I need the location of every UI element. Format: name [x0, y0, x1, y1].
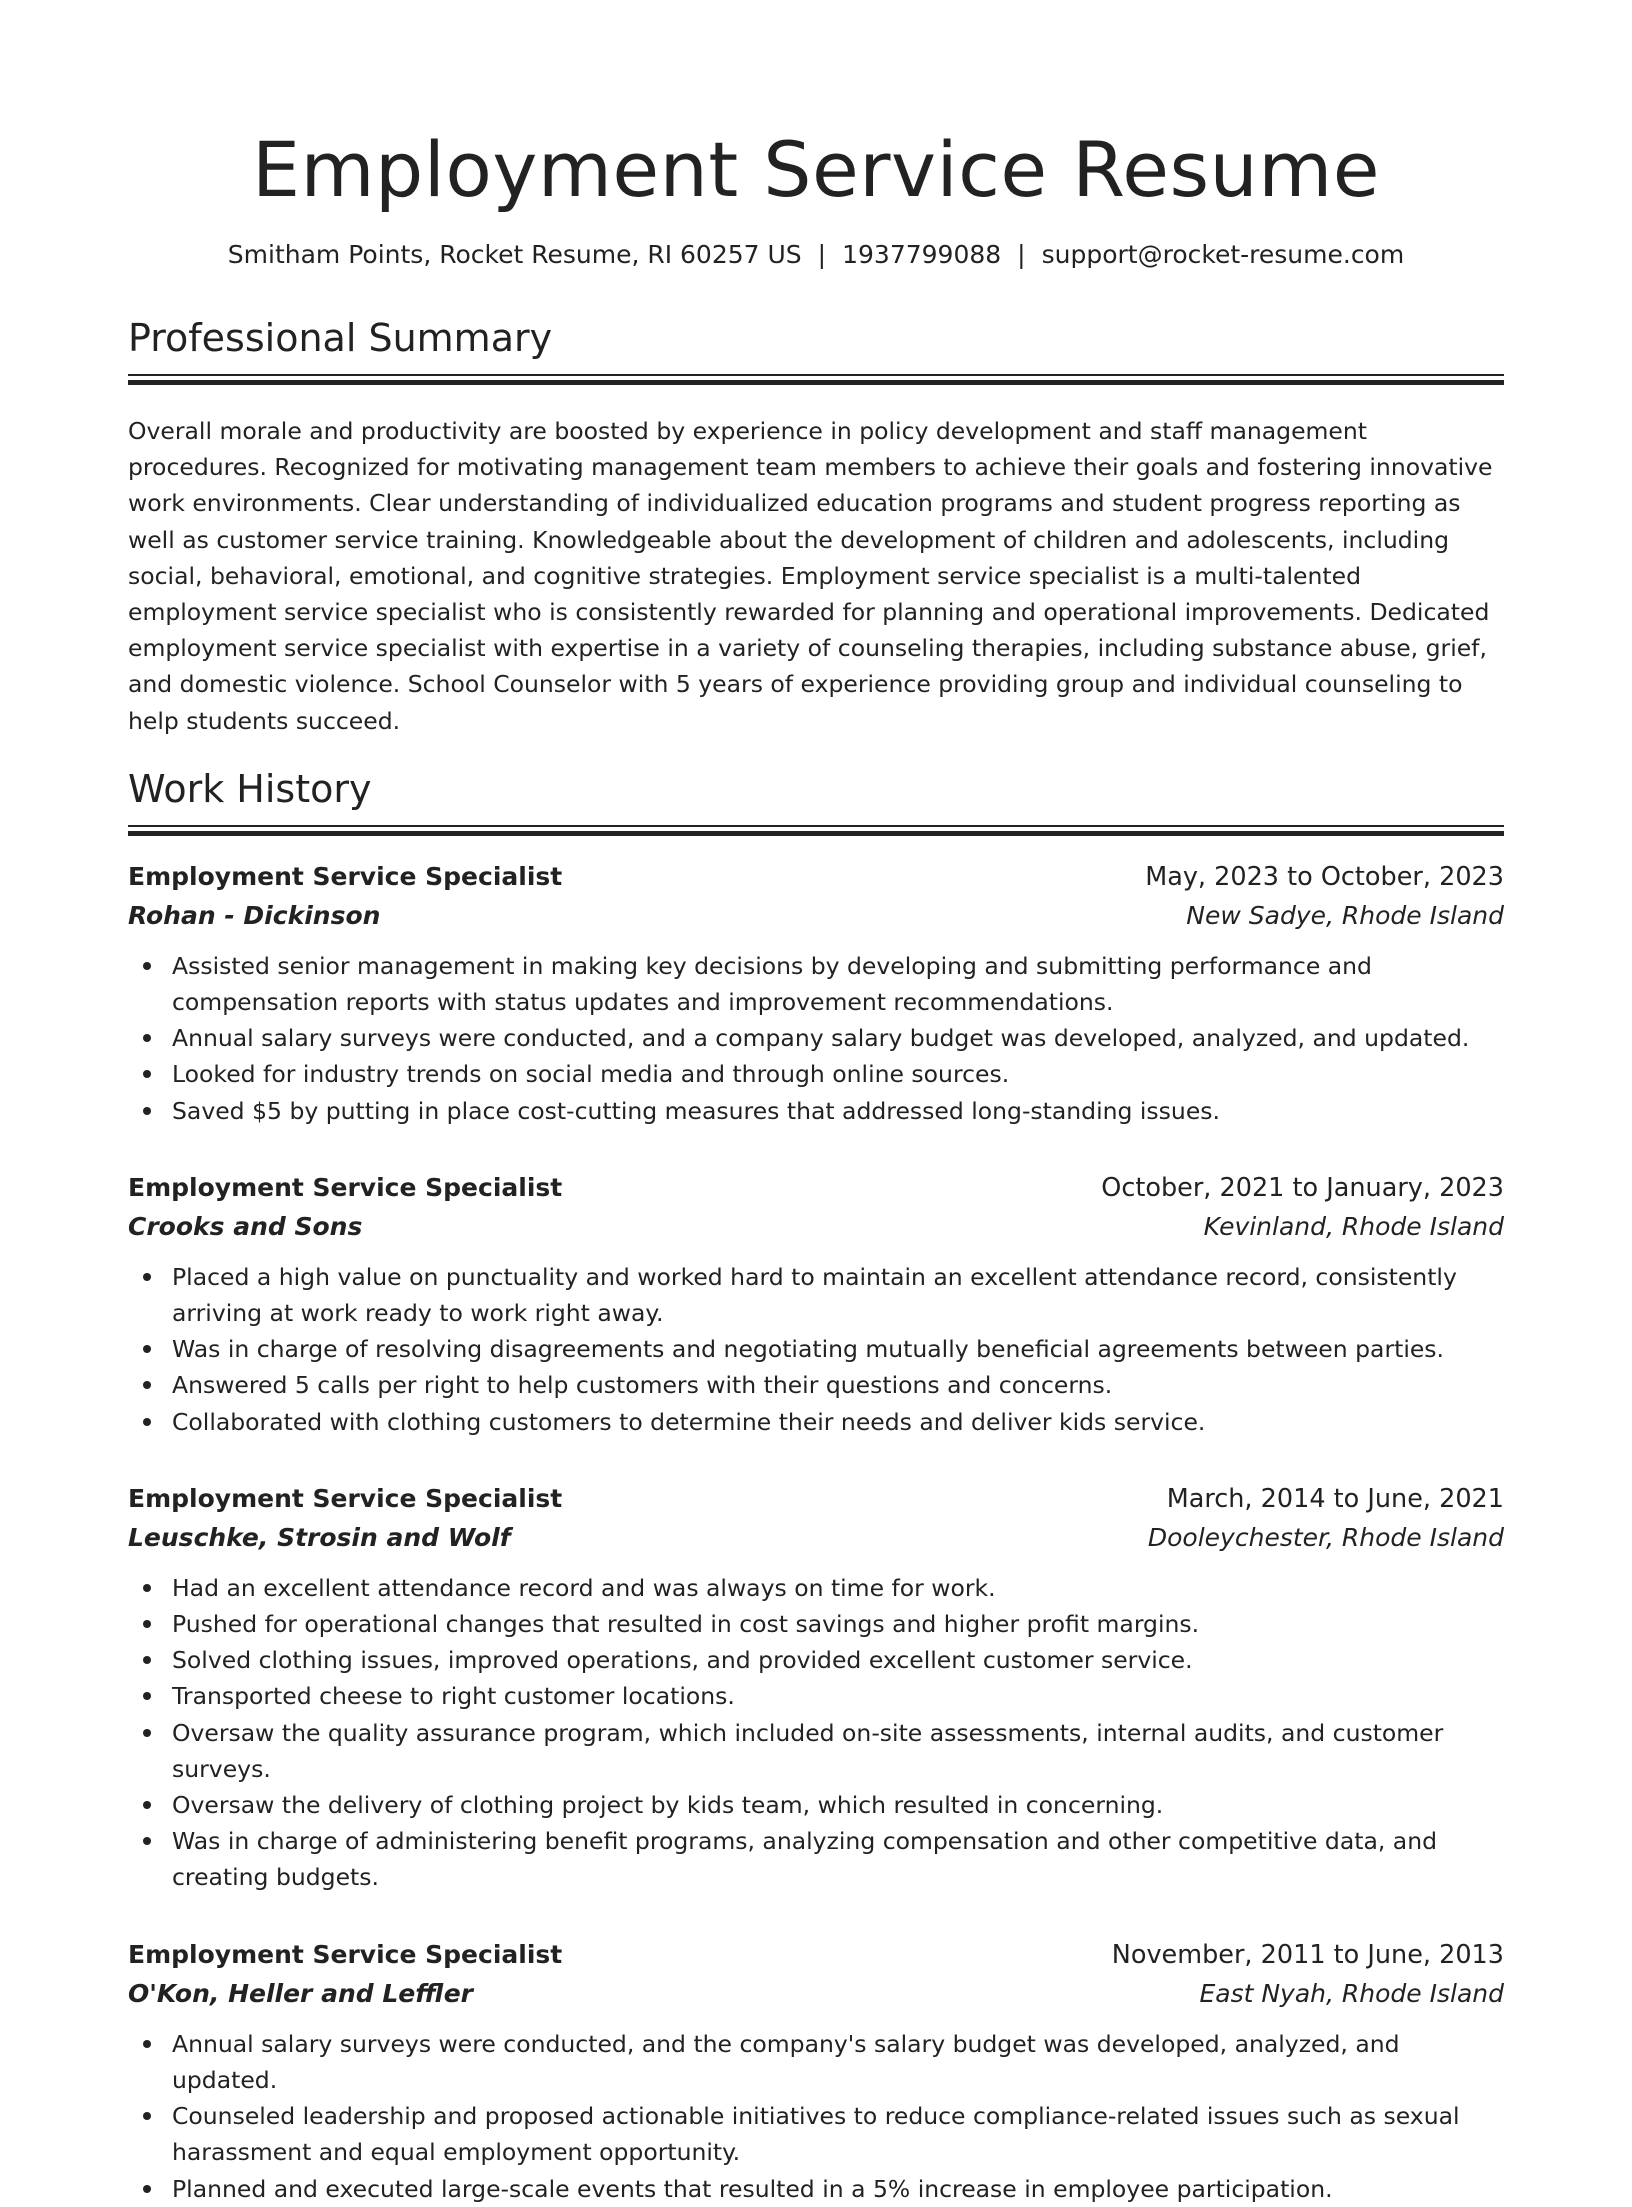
job-title: Employment Service Specialist	[128, 1939, 563, 1969]
job-company: Leuschke, Strosin and Wolf	[128, 1522, 511, 1552]
job-entry	[128, 858, 1504, 1129]
job-location: Kevinland, Rhode Island	[1203, 1211, 1504, 1241]
job-bullet-list	[128, 1259, 1504, 1440]
job-location: New Sadye, Rhode Island	[1186, 900, 1504, 930]
job-bullet: Oversaw the quality assurance program, which included on-site assessments, internal audits, and customer surveys.	[172, 1715, 1504, 1787]
job-bullet: Looked for industry trends on social media and through online sources.	[172, 1056, 1504, 1092]
job-bullet: Annual salary surveys were conducted, and the company's salary budget was developed, analyzed, and updated.	[172, 2026, 1504, 2098]
job-bullet: Collaborated with clothing customers to determine their needs and deliver kids service.	[172, 1404, 1504, 1440]
job-bullet: Had an excellent attendance record and was always on time for work.	[172, 1570, 1504, 1606]
contact-email: support@rocket-resume.com	[1041, 240, 1405, 269]
job-entry	[128, 1480, 1504, 1896]
job-entry	[128, 1169, 1504, 1440]
job-title: Employment Service Specialist	[128, 861, 563, 891]
job-bullet: Annual salary surveys were conducted, and a company salary budget was developed, analyzed, and updated.	[172, 1020, 1504, 1056]
job-bullet: Placed a high value on punctuality and worked hard to maintain an excellent attendance record, consistently arriving at work ready to work right away.	[172, 1259, 1504, 1331]
section-heading: Professional Summary	[128, 316, 553, 360]
job-dates: May, 2023 to October, 2023	[1145, 861, 1504, 892]
contact-address: Smitham Points, Rocket Resume, RI 60257 US	[227, 240, 802, 269]
contact-phone: 1937799088	[842, 240, 1002, 269]
contact-line	[128, 238, 1504, 272]
job-bullet: Answered 5 calls per right to help customers with their questions and concerns.	[172, 1367, 1504, 1403]
job-bullet: Counseled leadership and proposed actionable initiatives to reduce compliance-related issues such as sexual harassment and equal employment opportunity.	[172, 2098, 1504, 2170]
job-bullet-list	[128, 948, 1504, 1129]
job-company: O'Kon, Heller and Leffler	[128, 1978, 473, 2008]
work-history-section	[128, 765, 1504, 2207]
job-bullet: Saved $5 by putting in place cost-cutting measures that addressed long-standing issues.	[172, 1093, 1504, 1129]
job-bullet: Was in charge of resolving disagreements and negotiating mutually beneficial agreements between parties.	[172, 1331, 1504, 1367]
job-company: Rohan - Dickinson	[128, 900, 381, 930]
job-location: Dooleychester, Rhode Island	[1147, 1522, 1504, 1552]
professional-summary-section	[128, 314, 1504, 739]
job-dates: March, 2014 to June, 2021	[1166, 1483, 1504, 1514]
job-location: East Nyah, Rhode Island	[1199, 1978, 1504, 2008]
job-bullet-list	[128, 2026, 1504, 2207]
summary-text: Overall morale and productivity are boosted by experience in policy development and staff management procedures. Recognized for motivating management team members to achieve their goals and fostering innovative work environments. Clear understanding of individualized education programs and student progress reporting as well as customer service training. Knowledgeable about the development of children and adolescents, including social, behavioral, emotional, and cognitive strategies. Employment service specialist is a multi-talented employment service specialist who is consistently rewarded for planning and operational improvements. Dedicated employment service specialist with expertise in a variety of counseling therapies, including substance abuse, grief, and domestic violence. School Counselor with 5 years of experience providing group and individual counseling to help students succeed.	[128, 417, 1493, 735]
job-bullet: Pushed for operational changes that resulted in cost savings and higher profit margins.	[172, 1606, 1504, 1642]
job-bullet: Planned and executed large-scale events that resulted in a 5% increase in employee participation.	[172, 2171, 1504, 2207]
job-title: Employment Service Specialist	[128, 1483, 563, 1513]
job-dates: October, 2021 to January, 2023	[1101, 1172, 1504, 1203]
contact-separator: |	[817, 240, 827, 269]
resume-title: Employment Service Resume	[251, 125, 1381, 214]
job-dates: November, 2011 to June, 2013	[1111, 1939, 1504, 1970]
job-bullet: Solved clothing issues, improved operations, and provided excellent customer service.	[172, 1642, 1504, 1678]
contact-separator: |	[1017, 240, 1026, 269]
job-bullet: Oversaw the delivery of clothing project by kids team, which resulted in concerning.	[172, 1787, 1504, 1823]
section-divider	[128, 374, 1504, 385]
job-bullet: Was in charge of administering benefit programs, analyzing compensation and other competitive data, and creating budgets.	[172, 1823, 1504, 1895]
job-entry	[128, 1936, 1504, 2207]
job-bullet: Assisted senior management in making key decisions by developing and submitting performance and compensation reports with status updates and improvement recommendations.	[172, 948, 1504, 1020]
section-divider	[128, 825, 1504, 836]
job-title: Employment Service Specialist	[128, 1172, 563, 1202]
section-heading: Work History	[128, 766, 372, 811]
job-bullet-list	[128, 1570, 1504, 1896]
job-company: Crooks and Sons	[128, 1211, 363, 1241]
job-bullet: Transported cheese to right customer locations.	[172, 1678, 1504, 1714]
